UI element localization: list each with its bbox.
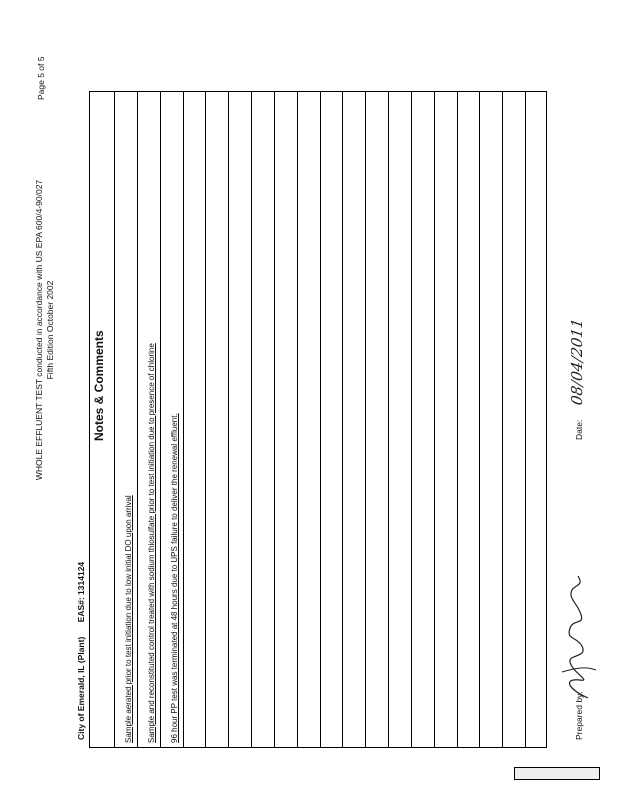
table-row — [251, 92, 252, 747]
table-row — [479, 92, 480, 747]
table-row — [411, 92, 412, 747]
facility-info — [76, 550, 86, 740]
facility-name: City of Emerald, IL (Plant) — [76, 636, 86, 740]
table-row — [525, 92, 526, 747]
table-row — [114, 92, 115, 747]
table-row — [297, 92, 298, 747]
note-text: Sample and reconstituted control treated with sodium thiosulfate prior to test initiation due to presence of chlorine — [146, 343, 156, 743]
table-row — [388, 92, 389, 747]
table-row — [228, 92, 229, 747]
table-row — [457, 92, 458, 747]
table-row — [137, 92, 138, 747]
note-text: Sample aerated prior to test initiation due to low initial DO upon arrival — [123, 495, 133, 743]
date-label: Date: — [574, 419, 584, 440]
prepared-by-label: Prepared by: — [574, 691, 584, 740]
note-text: 96 hour PP test was terminated at 48 hours due to UPS failure to deliver the renewal effluent. — [169, 413, 179, 743]
table-row — [502, 92, 503, 747]
eas-number: EAS#: 1314124 — [76, 561, 86, 623]
table-row — [434, 92, 435, 747]
table-row — [365, 92, 366, 747]
date-value: 08/04/2011 — [568, 317, 586, 407]
table-row — [274, 92, 275, 747]
stamp-box — [514, 767, 600, 780]
table-row — [342, 92, 343, 747]
notes-heading: Notes & Comments — [92, 330, 106, 441]
table-row — [320, 92, 321, 747]
report-title-line1: WHOLE EFFLUENT TEST conducted in accordance with US EPA 600/4-90/027 — [34, 179, 44, 481]
report-title-line2: Fifth Edition October 2002 — [45, 280, 55, 380]
table-row — [160, 92, 161, 747]
notes-table — [89, 91, 547, 748]
table-row — [183, 92, 184, 747]
report-title — [34, 80, 56, 580]
page-number: Page 5 of 5 — [36, 56, 46, 100]
table-row — [205, 92, 206, 747]
prepared-by-signature — [558, 572, 598, 702]
